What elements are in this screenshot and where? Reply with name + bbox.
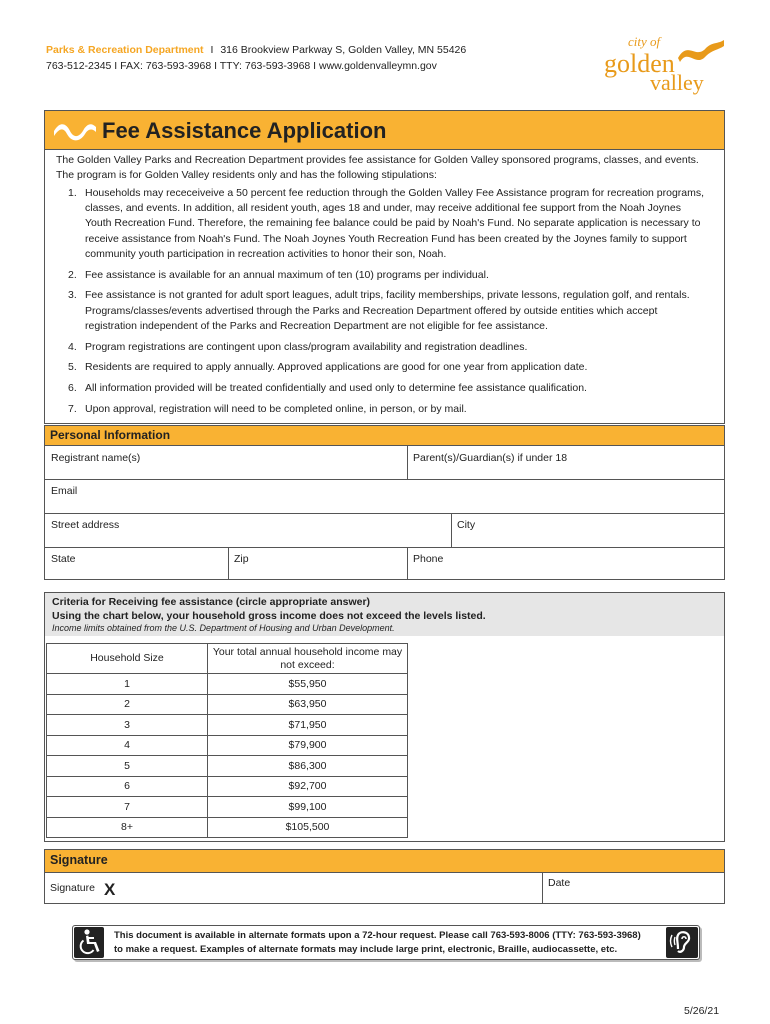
list-number: 2. [68,268,77,281]
logo-valley: valley [650,70,704,95]
wave-icon [52,119,98,141]
logo-city-of: city of [628,34,661,49]
table-row[interactable] [47,797,408,818]
table-row[interactable] [47,694,408,715]
table-row[interactable] [47,674,408,695]
parent-guardian-field[interactable]: Parent(s)/Guardian(s) if under 18 [413,452,568,464]
table-row[interactable] [47,776,408,797]
logo-golden: golden [604,49,675,78]
income-cell[interactable]: $71,950 [208,715,408,736]
col-household-size: Household Size [47,644,208,674]
personal-info-title: Personal Information [50,428,171,442]
date-field[interactable]: Date [548,877,571,889]
city-logo [600,30,730,100]
list-item [56,402,706,417]
household-size-cell[interactable]: 3 [47,715,208,736]
email-field[interactable]: Email [51,485,78,497]
income-cell[interactable]: $79,900 [208,735,408,756]
list-item [56,340,706,355]
list-text: Upon approval, registration will need to be completed online, in person, or by mail. [85,403,467,415]
page-title: Fee Assistance Application [102,118,387,143]
notice-line-1: This document is available in alternate formats upon a 72-hour request. Please call 763-593-8006 (TTY: 763-593-3968) [114,930,641,941]
intro-text: The Golden Valley Parks and Recreation Department provides fee assistance for Golden Valley sponsored programs, classes, and events. The program is for Golden Valley residents only and has the following stipulations: [56,154,699,181]
criteria-title: Criteria for Receiving fee assistance (circle appropriate answer) [52,596,371,608]
household-size-cell[interactable]: 8+ [47,817,208,838]
signature-field[interactable]: Signature [50,882,95,894]
col-income-limit: Your total annual household income may not exceed: [208,644,408,674]
list-number: 3. [68,289,77,302]
household-size-cell[interactable]: 4 [47,735,208,756]
household-size-cell[interactable]: 7 [47,797,208,818]
street-address-field[interactable]: Street address [51,519,120,531]
household-size-cell[interactable]: 5 [47,756,208,777]
table-header-row [47,644,408,674]
list-item [56,186,706,262]
list-number: 7. [68,403,77,415]
list-item [56,360,706,375]
list-number: 1. [68,187,77,199]
table-row[interactable] [47,817,408,838]
household-size-cell[interactable]: 1 [47,674,208,695]
header-address-line [46,44,466,56]
signature-x-mark: X [104,880,116,899]
table-row[interactable] [47,756,408,777]
signature-box [44,872,725,904]
income-cell[interactable]: $99,100 [208,797,408,818]
list-number: 5. [68,361,77,374]
list-text: All information provided will be treated confidentially and used only to determine fee assistance qualification. [85,382,587,395]
income-cell[interactable]: $63,950 [208,694,408,715]
income-table [46,643,408,838]
city-field[interactable]: City [457,519,476,531]
list-text: Program registrations are contingent upon class/program availability and registration deadlines. [85,340,528,353]
income-cell[interactable]: $86,300 [208,756,408,777]
signature-header [44,849,725,873]
household-size-cell[interactable]: 2 [47,694,208,715]
list-number: 4. [68,340,77,353]
income-cell[interactable]: $105,500 [208,817,408,838]
logo-wave-icon [678,40,724,62]
list-item [56,268,706,283]
list-text: Households may receceiveive a 50 percent fee reduction through the Golden Valley Fee Assistance program for recreation programs, classes, and events. In addition, all resident youth, ages 18 and under, may receive additional fee support from the Noah Joynes Youth Recreation Fund. Therefore, the remaining fee balance could be paid by Noah's Fund. No separate application is necessary to receive assistance from Noah's Fund. The Noah Joynes Youth Recreation Fund has been created by the Joynes family to support community youth participation in recreation activities to honor their son, Noah. [85,187,705,260]
department-name: Parks & Recreation Department [46,44,204,56]
income-cell[interactable]: $55,950 [208,674,408,695]
header-contact-line: 763-512-2345 I FAX: 763-593-3968 I TTY: 763-593-3968 I www.goldenvalleymn.gov [46,60,437,72]
list-item [56,288,706,334]
household-size-cell[interactable]: 6 [47,776,208,797]
header-address: 316 Brookview Parkway S, Golden Valley, MN 55426 [220,44,467,56]
zip-field[interactable]: Zip [234,553,249,565]
phone-field[interactable]: Phone [413,553,444,565]
list-text: Residents are required to apply annually. Approved applications are good for one year from application date. [85,361,588,374]
registrant-name-field[interactable]: Registrant name(s) [51,452,141,464]
criteria-source: Income limits obtained from the U.S. Department of Housing and Urban Development. [52,623,395,633]
header-separator: I [210,44,214,56]
hearing-assistance-icon [666,927,698,958]
list-item [56,381,706,396]
income-cell[interactable]: $92,700 [208,776,408,797]
notice-line-2: to make a request. Examples of alternate formats may include large print, electronic, Braille, audiocassette, etc. [114,944,618,955]
personal-info-grid [44,445,725,580]
table-row[interactable] [47,735,408,756]
wheelchair-icon [74,927,104,958]
criteria-instruction: Using the chart below, your household gross income does not exceed the levels listed. [52,610,486,622]
state-field[interactable]: State [51,553,76,565]
stipulations-list [56,186,706,423]
table-row[interactable] [47,715,408,736]
footer-date: 5/26/21 [684,1005,720,1017]
list-text: Fee assistance is not granted for adult sport leagues, adult trips, facility memberships, private lessons, regulation golf, and rentals. Programs/classes/events advertised through the Parks and Recreation Department offered by outside entities which accept registration independent of the Parks and Recreation Department are not eligible for fee assistance. [85,289,690,332]
list-text: Fee assistance is available for an annual maximum of ten (10) programs per individual. [85,268,489,281]
list-number: 6. [68,382,77,395]
signature-title: Signature [50,853,108,867]
